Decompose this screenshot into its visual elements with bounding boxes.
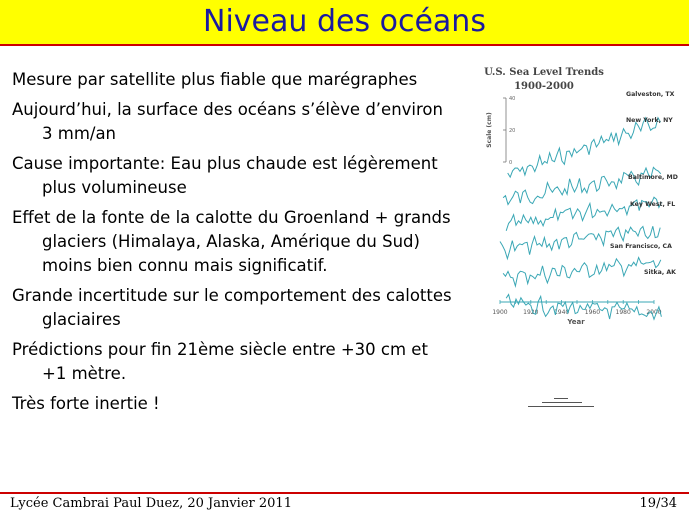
caption-line: [528, 406, 594, 407]
bullet-item: Effet de la fonte de la calotte du Groenland + grands glaciers (Himalaya, Alaska, Amérique du Sud) moins bien connu mais significatif.: [12, 208, 451, 275]
chart-subtitle: 1900-2000: [514, 81, 574, 92]
caption-line: [542, 402, 582, 403]
page-number: 19/34: [639, 496, 677, 511]
bullet-item: Aujourd’hui, la surface des océans s’élève d’environ 3 mm/an: [12, 100, 443, 143]
sea-level-chart: [478, 58, 684, 330]
y-axis-label: Scale (cm): [486, 112, 493, 148]
footer-divider: [0, 492, 689, 494]
x-tick-label: 1920: [523, 309, 539, 316]
x-axis-label: Year: [567, 318, 585, 326]
x-tick-label: 1900: [492, 309, 508, 316]
series-line: [503, 167, 661, 204]
series-label: New York, NY: [626, 117, 673, 124]
footer-text: Lycée Cambrai Paul Duez, 20 Janvier 2011: [10, 496, 292, 511]
series-label: Key West, FL: [630, 201, 676, 208]
bullet-item: Très forte inertie !: [12, 394, 160, 413]
series-label: San Francisco, CA: [610, 243, 672, 250]
series-line: [503, 258, 661, 287]
y-tick-label: 0: [509, 160, 513, 166]
y-tick-label: 40: [509, 96, 516, 102]
series-label: Sitka, AK: [644, 269, 676, 276]
bullet-item: Mesure par satellite plus fiable que marégraphes: [12, 70, 418, 89]
caption-line: [554, 398, 568, 399]
figure-caption: [528, 396, 594, 410]
series-line: [508, 118, 661, 177]
slide-title: Niveau des océans: [203, 4, 486, 39]
bullet-item: Prédictions pour fin 21ème siècle entre +30 cm et +1 mètre.: [12, 340, 428, 383]
series-label: Baltimore, MD: [628, 174, 678, 181]
series-label: Galveston, TX: [626, 91, 675, 98]
chart-title: U.S. Sea Level Trends: [484, 67, 604, 78]
bullet-item: Cause importante: Eau plus chaude est légèrement plus volumineuse: [12, 154, 438, 197]
x-tick-label: 1960: [584, 309, 601, 316]
bullet-item: Grande incertitude sur le comportement des calottes glaciaires: [12, 286, 452, 329]
x-tick-label: 1980: [615, 309, 631, 316]
x-tick-label: 2000: [646, 309, 662, 316]
bullet-list: [12, 68, 452, 422]
x-tick-label: 1940: [553, 309, 570, 316]
y-tick-label: 20: [509, 128, 516, 134]
